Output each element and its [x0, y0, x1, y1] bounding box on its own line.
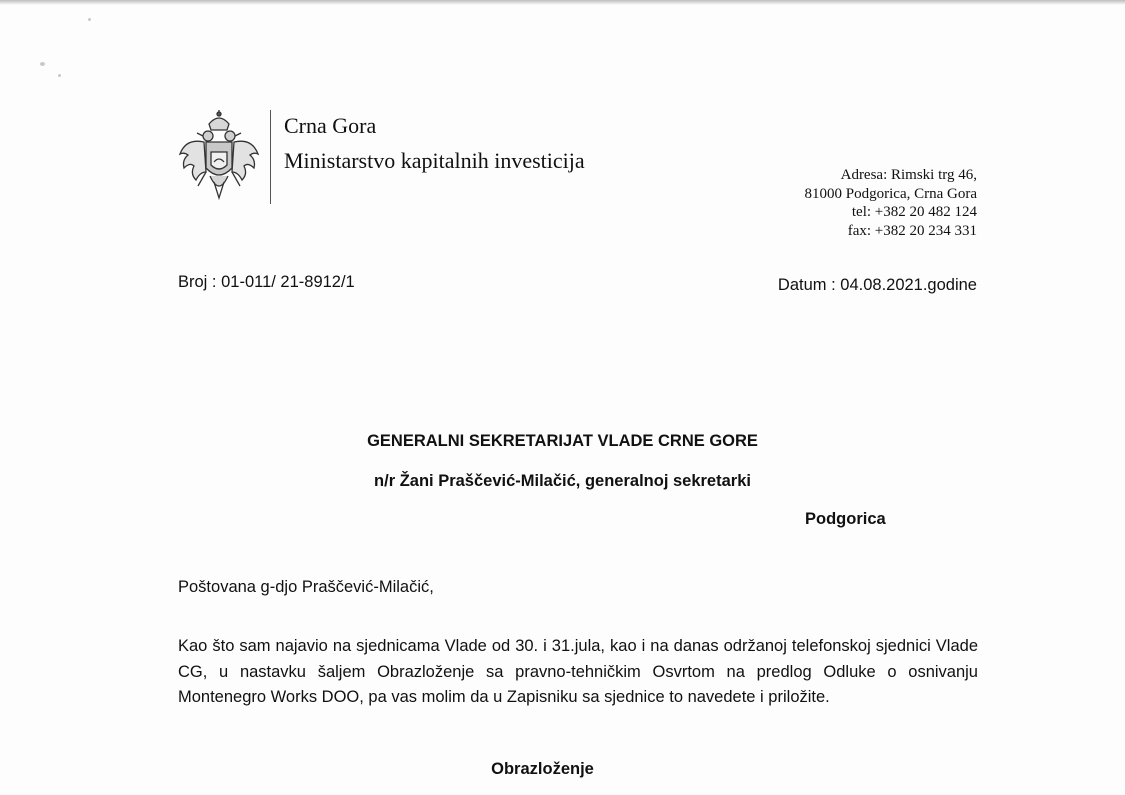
- reference-number: Broj : 01-011/ 21-8912/1: [178, 273, 355, 291]
- address-line: Adresa: Rimski trg 46,: [840, 167, 977, 183]
- coat-of-arms-icon: [176, 110, 262, 202]
- fax-line: fax: +382 20 234 331: [847, 222, 977, 239]
- scan-speck: [58, 74, 61, 77]
- phone-line: tel: +382 20 482 124: [851, 204, 977, 220]
- scan-edge-shadow: [0, 0, 1125, 5]
- salutation: Poštovana g-djo Praščević-Milačić,: [178, 578, 434, 596]
- letter-paragraph: Kao što sam najavio na sjednicama Vlade od 30. i 31.jula, kao i na danas održanoj telefonskoj sjednici Vlade CG, u nastavku šaljem Obrazloženje sa pravno-tehničkim Osvrtom na predlog Odluke o osnivanju Montenegro Works DOO, pa vas molim da u Zapisniku sa sjednice to navedete i priložite.: [178, 637, 978, 706]
- address-line: 81000 Podgorica, Crna Gora: [804, 185, 977, 202]
- letterhead-divider: [270, 110, 271, 204]
- section-heading: Obrazloženje: [491, 760, 594, 778]
- recipient-organization: GENERALNI SEKRETARIJAT VLADE CRNE GORE: [367, 432, 758, 450]
- address-block: [805, 166, 977, 240]
- scan-speck: [40, 62, 45, 66]
- recipient-person: n/r Žani Praščević-Milačić, generalnoj sekretarki: [374, 472, 751, 490]
- scan-speck: [88, 18, 91, 21]
- ministry-name: Ministarstvo kapitalnih investicija: [284, 148, 585, 173]
- document-date: Datum : 04.08.2021.godine: [777, 276, 977, 294]
- country-name: Crna Gora: [284, 113, 377, 138]
- recipient-city: Podgorica: [805, 510, 886, 528]
